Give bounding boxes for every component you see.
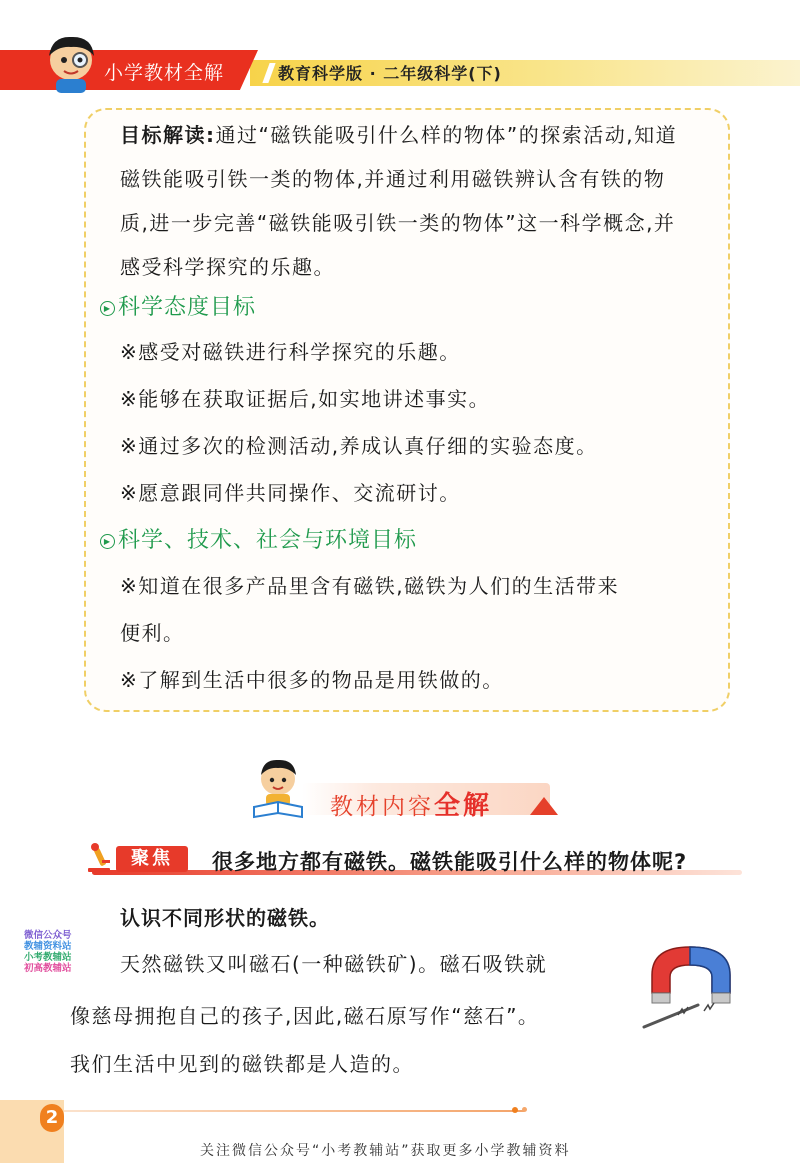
focus-question: 很多地方都有磁铁。磁铁能吸引什么样的物体呢?: [212, 850, 688, 874]
lead-line: 质,进一步完善“磁铁能吸引铁一类的物体”这一科学概念,并: [120, 211, 676, 235]
page-number: 2: [40, 1104, 64, 1132]
attitude-heading: ▶ 科学态度目标: [100, 290, 256, 321]
attitude-item: ※愿意跟同伴共同操作、交流研讨。: [120, 481, 461, 505]
attitude-item: ※通过多次的检测活动,养成认真仔细的实验态度。: [120, 434, 598, 458]
attitude-item: ※感受对磁铁进行科学探究的乐趣。: [120, 340, 461, 364]
footer-note: 关注微信公众号“小考教辅站”获取更多小学教辅资料: [200, 1143, 571, 1159]
attitude-item: ※能够在获取证据后,如实地讲述事实。: [120, 387, 491, 411]
play-circle-icon: ▶: [100, 534, 115, 549]
watermark-stamp: 微信公众号 教辅资料站 小考教辅站 初高教辅站: [24, 930, 72, 974]
banner-arrow: [530, 797, 558, 815]
play-circle-icon: ▶: [100, 301, 115, 316]
section-title-strong: 全解: [434, 791, 493, 821]
body-line: 像慈母拥抱自己的孩子,因此,磁石原写作“慈石”。: [70, 1004, 540, 1028]
lead-label: 目标解读:: [120, 123, 216, 147]
kid-reader-icon: [40, 30, 102, 94]
series-title: 小学教材全解: [104, 62, 225, 84]
focus-tag: 聚焦: [116, 846, 188, 872]
lead-line: 通过“磁铁能吸引什么样的物体”的探索活动,知道: [215, 123, 678, 147]
society-heading: ▶ 科学、技术、社会与环境目标: [100, 523, 417, 554]
lead-line: 磁铁能吸引铁一类的物体,并通过利用磁铁辨认含有铁的物: [120, 167, 666, 191]
society-item: ※了解到生活中很多的物品是用铁做的。: [120, 668, 504, 692]
kid-reading-book-icon: [248, 755, 308, 821]
section-title: 教材内容全解: [330, 791, 493, 821]
horseshoe-magnet-icon: [638, 935, 748, 1035]
edition-label: 教育科学版 · 二年级科学(下): [278, 64, 502, 83]
microscope-icon: [84, 840, 114, 874]
body-line: 我们生活中见到的磁铁都是人造的。: [70, 1052, 414, 1076]
society-item: ※知道在很多产品里含有磁铁,磁铁为人们的生活带来: [120, 574, 620, 598]
footer-dot: [522, 1107, 527, 1112]
focus-subheading: 认识不同形状的磁铁。: [120, 906, 330, 930]
lead-line: 感受科学探究的乐趣。: [120, 255, 335, 279]
body-line: 天然磁铁又叫磁石(一种磁铁矿)。磁石吸铁就: [120, 952, 548, 976]
society-item: 便利。: [120, 621, 185, 645]
footer-dot: [512, 1107, 518, 1113]
objectives-lead: [120, 113, 716, 289]
footer-rule: [64, 1110, 524, 1112]
